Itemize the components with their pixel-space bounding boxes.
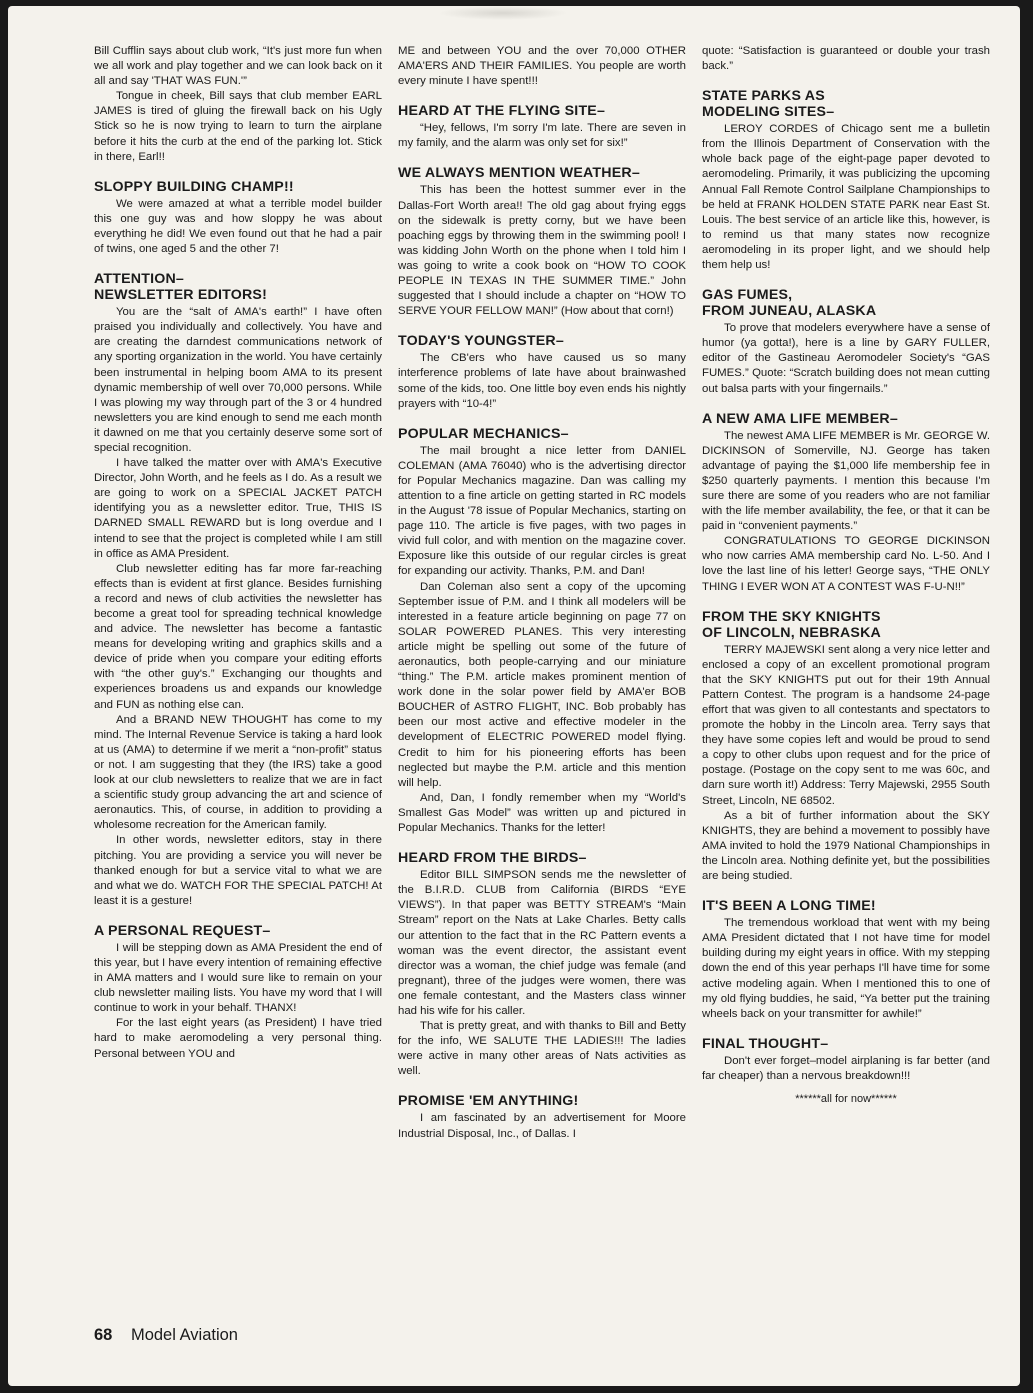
paragraph: This has been the hottest summer ever in the Dallas-Fort Worth area!! The old gag about frying eggs on the sidewalk is pretty corny, but we have been poaching eggs by throwing them in the swimming pool! I was kidding John Worth on the phone when I told him I was going to write a cook book on “HOW TO COOK PEOPLE IN TEXAS IN THE SUMMER TIME.” John suggested that I should include a chapter on “HOW TO SERVE YOUR FELLOW MAN!” (How about that corn!) bbox=[398, 184, 686, 318]
page-footer bbox=[94, 1326, 238, 1345]
section-heading: HEARD AT THE FLYING SITE– bbox=[398, 103, 606, 120]
magazine-page bbox=[8, 6, 1020, 1386]
paragraph: TERRY MAJEWSKI sent along a very nice letter and enclosed a copy of an excellent promotional program that the SKY KNIGHTS put out for their 19th Annual Pattern Contest. The program is a handsome 24-page effort that was given to all contestants and spectators to promote the hobby in the Lincoln area. Terry says that they have some copies left and would be proud to send a copy to other clubs upon request and for the price of postage. (Postage on the copy sent to me was 60c, and darn sure worth it!) Address: Terry Majewski, 2955 South Street, Lincoln, NE 68502. bbox=[702, 643, 990, 807]
paragraph: Club newsletter editing has far more far-reaching effects than is evident at first glance. Besides furnishing a record and news of club activities the newsletter has become a great tool for spreading technical knowledge and advice. The newsletter has become a fantastic means for developing writing and graphics skills and a device of pride when you compare your editing efforts with “the other guy's.” Exchanging our thoughts and experiences broadens us and expands our knowledge and FUN as nothing else can. bbox=[94, 562, 382, 711]
paragraph: And a BRAND NEW THOUGHT has come to my mind. The Internal Revenue Service is taking a hard look at us (AMA) to determine if we merit a “non-profit” status or not. I am suggesting that they (the IRS) take a good look at our club newsletters to realize that we are in fact a scientific study group advancing the art and science of aeronautics. This, of course, in addition to providing a wholesome recreation for the American family. bbox=[94, 713, 382, 832]
paragraph: Editor BILL SIMPSON sends me the newsletter of the B.I.R.D. CLUB from California (BIRDS “EYE VIEWS”). In that paper was BETTY STREAM's “Main Stream” report on the Nats at Lake Charles. Betty calls our attention to the fact that in the RC Pattern events a woman was the event director, the assistant event director was a woman, the chief judge was female (and pregnant), three of the judges were women, there was one female contestant, and the Masters class winner had his wife for his caller. bbox=[398, 869, 686, 1017]
paragraph: I will be stepping down as AMA President the end of this year, but I have every intention of remaining effective in AMA matters and I would sure like to remain on your club newsletter mailing lists. You have my word that I will continue to work in your behalf. THANX! bbox=[94, 941, 382, 1015]
paragraph: You are the “salt of AMA's earth!” I have often praised you individually and collectively. You have and are creating the darndest communications network of any sporting organization in the world. You have certainly been instrumental in helping boom AMA to its present dynamic membership of well over 70,000 persons. While I was plowing my way through part of the 3 or 4 hundred newsletters you are kind enough to send me each month it dawned on me that you certainly deserve some sort of special recognition. bbox=[94, 306, 382, 454]
section-heading: STATE PARKS AS MODELING SITES– bbox=[702, 88, 835, 121]
paragraph: Bill Cufflin says about club work, “It's just more fun when we all work and play together and we can look back on it all and say 'THAT WAS FUN.'” bbox=[94, 45, 382, 88]
paragraph: In other words, newsletter editors, stay in there pitching. You are providing a service you will never be thanked enough for but a service vital to what we are and what we do. WATCH FOR THE SPECIAL PATCH! At least it is a gesture! bbox=[94, 834, 382, 907]
paragraph: ME and between YOU and the over 70,000 OTHER AMA'ERS AND THEIR FAMILIES. You people are worth every minute I have spent!!! bbox=[398, 45, 686, 88]
section-heading: POPULAR MECHANICS– bbox=[398, 425, 569, 442]
page-number: 68 bbox=[94, 1326, 113, 1344]
section-heading: TODAY'S YOUNGSTER– bbox=[398, 333, 564, 350]
paragraph: I have talked the matter over with AMA's Executive Director, John Worth, and he feels as I do. As a result we are going to work on a SPECIAL JACKET PATCH identifying you as a newsletter editor. True, THIS IS DARNED SMALL REWARD but is long overdue and I intend to see that the project is completed while I am still in office as AMA President. bbox=[94, 457, 382, 560]
column-3 bbox=[702, 44, 990, 1312]
column-1 bbox=[94, 44, 382, 1312]
paragraph: Tongue in cheek, Bill says that club member EARL JAMES is tired of gluing the firewall back on his Ugly Stick so he is now trying to learn to turn the airplane before it hits the curb at the end of the parking lot. Stick in there, Earl!! bbox=[94, 90, 382, 163]
paragraph: The newest AMA LIFE MEMBER is Mr. GEORGE W. DICKINSON of Somerville, NJ. George has taken advantage of paying the $1,000 life membership fee in $250 quarterly payments. I mention this because I'm sure there are some of you readers who are not familiar with the life member availability, the fee, or that it can be paid in “convenient payments.” bbox=[702, 429, 990, 533]
paragraph: CONGRATULATIONS TO GEORGE DICKINSON who now carries AMA membership card No. L-50. And I love the last line of his letter! George says, “THE ONLY THING I EVER WON AT A CONTEST WAS F-U-N!!” bbox=[702, 535, 990, 593]
section-heading: WE ALWAYS MENTION WEATHER– bbox=[398, 165, 640, 182]
paragraph: For the last eight years (as President) I have tried hard to make aeromodeling a very personal thing. Personal between YOU and bbox=[94, 1017, 382, 1060]
section-heading: FROM THE SKY KNIGHTS OF LINCOLN, NEBRASKA bbox=[702, 608, 881, 641]
section-heading: A PERSONAL REQUEST– bbox=[94, 922, 271, 939]
column-2 bbox=[398, 44, 686, 1312]
magazine-title: Model Aviation bbox=[130, 1326, 238, 1344]
section-heading: GAS FUMES, FROM JUNEAU, ALASKA bbox=[702, 287, 877, 320]
sign-off: ******all for now****** bbox=[795, 1092, 897, 1105]
paragraph: I am fascinated by an advertisement for Moore Industrial Disposal, Inc., of Dallas. I bbox=[398, 1112, 686, 1140]
paragraph: That is pretty great, and with thanks to Bill and Betty for the info, WE SALUTE THE LADIES!!! The ladies were active in many other areas of Nats activities as well. bbox=[398, 1020, 686, 1078]
paragraph: We were amazed at what a terrible model builder this one guy was and how sloppy he was about everything he did! We even found out that he had a pair of twins, one aged 5 and the other 7! bbox=[94, 197, 382, 256]
paragraph: To prove that modelers everywhere have a sense of humor (ya gotta!), here is a line by GARY FULLER, editor of the Gastineau Aeromodeler Society's “GAS FUMES.” Quote: “Scratch building does not mean cutting out balsa parts with your fingernails.” bbox=[702, 322, 990, 395]
paragraph: As a bit of further information about the SKY KNIGHTS, they are behind a movement to possibly have AMA invited to hold the 1979 National Championships in the Lincoln area. Nothing definite yet, but the possibilities are being studied. bbox=[702, 809, 990, 883]
section-heading: ATTENTION– NEWSLETTER EDITORS! bbox=[94, 271, 268, 304]
paragraph: quote: “Satisfaction is guaranteed or double your trash back.” bbox=[702, 45, 990, 73]
paragraph: Dan Coleman also sent a copy of the upcoming September issue of P.M. and I think all modelers will be interested in a feature article beginning on page 77 on SOLAR POWERED PLANES. This very interesting article might be spelling out some of the future of aeronautics, both people-carrying and our miniature “thing.” The P.M. article makes prominent mention of work done in the solar power field by AMA'er BOB BOUCHER of ASTRO FLIGHT, INC. Bob probably has been our most active and effective modeler in the development of ELECTRIC POWERED model flying. Credit to him for his pioneering efforts has been neglected but maybe the P.M. article and this mention will help. bbox=[398, 580, 686, 789]
page-smudge bbox=[438, 6, 568, 20]
paragraph: And, Dan, I fondly remember when my “World's Smallest Gas Model” was written up and pictured in Popular Mechanics. Thanks for the letter! bbox=[398, 791, 686, 835]
section-heading: A NEW AMA LIFE MEMBER– bbox=[702, 410, 898, 427]
section-heading: HEARD FROM THE BIRDS– bbox=[398, 850, 587, 867]
paragraph: Don't ever forget–model airplaning is far better (and far cheaper) than a nervous breakdown!!! bbox=[702, 1054, 990, 1082]
section-heading: FINAL THOUGHT– bbox=[702, 1035, 829, 1052]
paragraph: The tremendous workload that went with my being AMA President dictated that I not have time for model building during my eight years in office. With my stepping down the end of this year perhaps I'll have time for some active modeling again. When I mentioned this to one of my old flying buddies, he said, “Ya better put the training wheels back on your transmitter for awhile!” bbox=[702, 917, 990, 1020]
section-heading: IT'S BEEN A LONG TIME! bbox=[702, 898, 876, 915]
section-heading: PROMISE 'EM ANYTHING! bbox=[398, 1093, 579, 1110]
section-heading: SLOPPY BUILDING CHAMP!! bbox=[94, 178, 294, 195]
paragraph: The mail brought a nice letter from DANIEL COLEMAN (AMA 76040) who is the advertising director for Popular Mechanics magazine. Dan was calling my attention to a fine article on getting started in RC models in the August '78 issue of Popular Mechanics, starting on page 110. The article is five pages, with two pages in vivid full color, and with mention on the magazine cover. Exposure like this outside of our regular circles is great for expanding our activity. Thanks, P.M. and Dan! bbox=[398, 444, 686, 578]
paragraph: LEROY CORDES of Chicago sent me a bulletin from the Illinois Department of Conservation with the whole back page of the eight-page paper devoted to aeromodeling. Primarily, it was publicizing the upcoming Annual Fall Remote Control Sailplane Championships to be held at FRANK HOLDEN STATE PARK near East St. Louis. The best service of an article like this, however, is to remind us that many states now recognize aeromodeling in its proper light, and we should help them help us! bbox=[702, 123, 990, 272]
paragraph: “Hey, fellows, I'm sorry I'm late. There are seven in my family, and the alarm was only set for six!” bbox=[398, 122, 686, 150]
paragraph: The CB'ers who have caused us so many interference problems of late have about brainwashed some of the kids, too. One little boy even ends his nightly prayers with “10-4!” bbox=[398, 352, 686, 410]
